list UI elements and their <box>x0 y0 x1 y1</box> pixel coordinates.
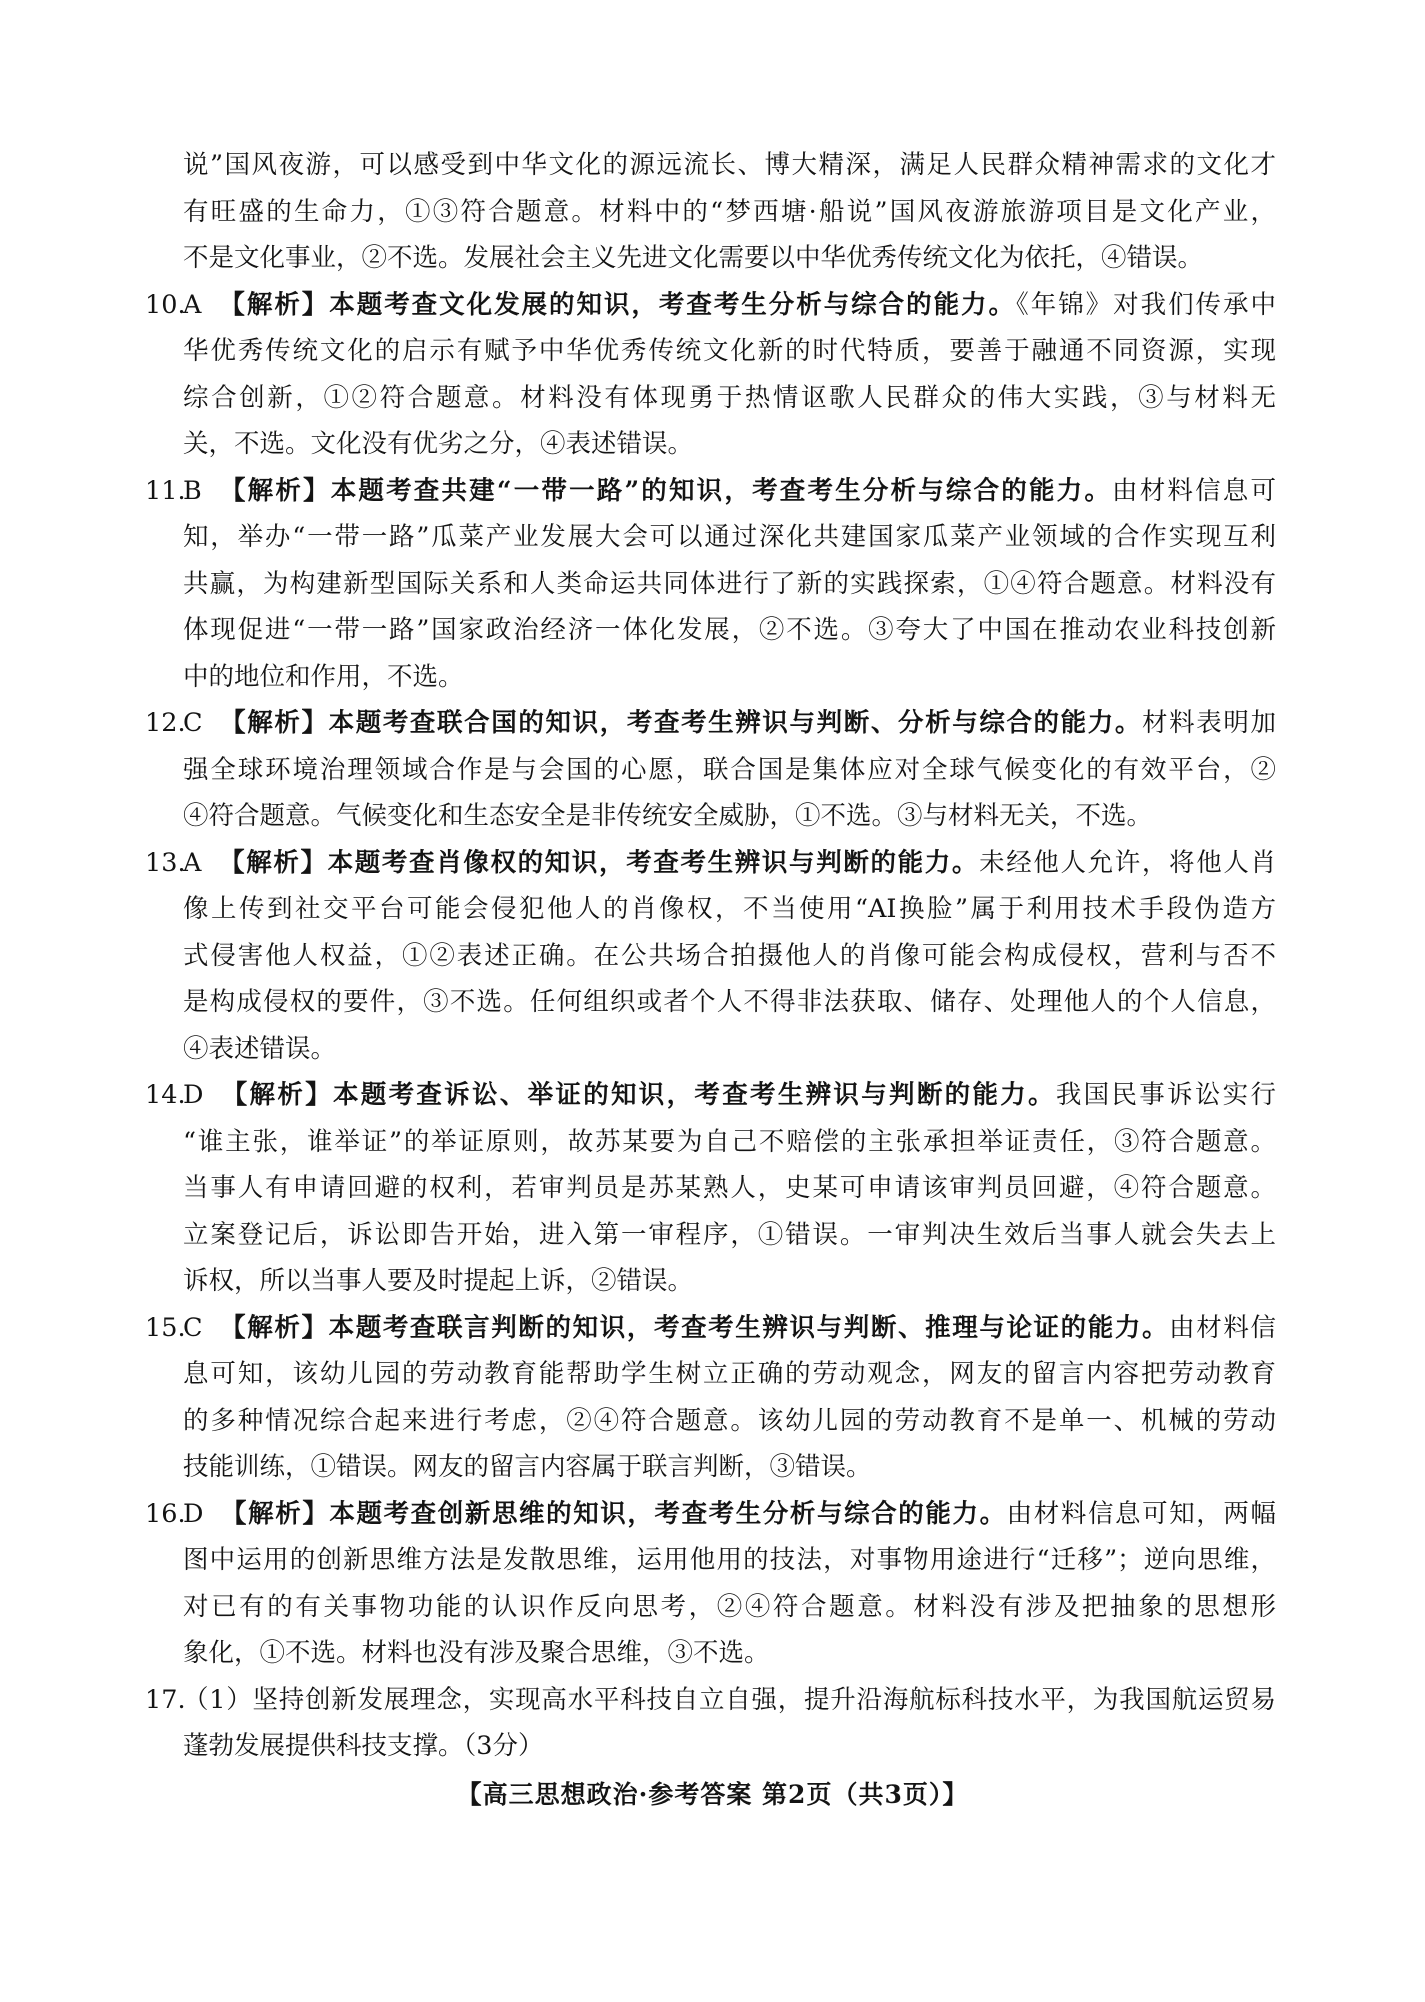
item-16-line: 象化，①不选。材料也没有涉及聚合思维，③不选。 <box>183 1638 770 1668</box>
analysis-text: 《年锦》对我们传承中 <box>1016 289 1276 320</box>
item-14-line: 诉权，所以当事人要及时提起上诉，②错误。 <box>183 1266 694 1296</box>
item-10-line: 关，不选。文化没有优劣之分，④表述错误。 <box>183 429 694 459</box>
item-14-line: “谁主张，谁举证”的举证原则，故苏某要为自己不赔偿的主张承担举证责任，③符合题意。 <box>183 1126 1276 1157</box>
item-number: 10. <box>145 289 186 320</box>
item-number: 11. <box>145 475 186 506</box>
item-14-line: 当事人有申请回避的权利，若审判员是苏某熟人，史某可申请该审判员回避，④符合题意。 <box>183 1173 1276 1203</box>
item-14-line: 立案登记后，诉讼即告开始，进入第一审程序，①错误。一审判决生效后当事人就会失去上 <box>183 1219 1276 1250</box>
item-11-first-line <box>145 468 1276 515</box>
answer-document <box>145 142 1276 1770</box>
item-10-line: 综合创新，①②符合题意。材料没有体现勇于热情讴歌人民群众的伟大实践，③与材料无 <box>183 382 1276 413</box>
intro-line: 不是文化事业，②不选。发展社会主义先进文化需要以中华优秀传统文化为依托，④错误。 <box>183 243 1204 273</box>
item-17-first-line: 17. （1）坚持创新发展理念，实现高水平科技自立自强，提升沿海航标科技水平，为我国航运贸易 <box>145 1677 1276 1724</box>
item-13-first-line <box>145 840 1276 887</box>
analysis-text: 未经他人允许，将他人肖 <box>979 847 1276 878</box>
item-number: 17. <box>145 1684 186 1715</box>
item-11-line: 体现促进“一带一路”国家政治经济一体化发展，②不选。③夸大了中国在推动农业科技创新 <box>183 615 1276 645</box>
analysis-heading: 【解析】本题考查创新思维的知识，考查考生分析与综合的能力。 <box>219 1498 1007 1529</box>
intro-line: 说”国风夜游，可以感受到中华文化的源远流长、博大精深，满足人民群众精神需求的文化才 <box>183 150 1276 180</box>
item-15-first-line <box>145 1305 1276 1352</box>
item-11-line: 知，举办“一带一路”瓜菜产业发展大会可以通过深化共建国家瓜菜产业领域的合作实现互利 <box>183 522 1276 552</box>
item-number: 16. <box>145 1498 186 1529</box>
analysis-text: 材料表明加 <box>1142 708 1276 738</box>
item-15-line: 技能训练，①错误。网友的留言内容属于联言判断，③错误。 <box>183 1452 872 1482</box>
analysis-text: 由材料信 <box>1169 1312 1276 1343</box>
item-15-line: 的多种情况综合起来进行考虑，②④符合题意。该幼儿园的劳动教育不是单一、机械的劳动 <box>183 1405 1276 1436</box>
item-13-line: 是构成侵权的要件，③不选。任何组织或者个人不得非法获取、储存、处理他人的个人信息， <box>183 987 1276 1017</box>
item-number: 13. <box>145 847 186 878</box>
analysis-heading: 【解析】本题考查共建“一带一路”的知识，考查考生分析与综合的能力。 <box>217 475 1113 506</box>
item-15-line: 息可知，该幼儿园的劳动教育能帮助学生树立正确的劳动观念，网友的留言内容把劳动教育 <box>183 1359 1276 1389</box>
analysis-text: 由材料信息可知，两幅 <box>1006 1498 1276 1529</box>
analysis-heading: 【解析】本题考查诉讼、举证的知识，考查考生辨识与判断的能力。 <box>219 1080 1056 1110</box>
item-number: 14. <box>145 1080 186 1110</box>
item-14-first-line <box>145 1072 1276 1119</box>
analysis-heading: 【解析】本题考查文化发展的知识，考查考生分析与综合的能力。 <box>217 289 1016 320</box>
answer-letter: A <box>183 289 202 320</box>
item-12-line: ④符合题意。气候变化和生态安全是非传统安全威胁，①不选。③与材料无关，不选。 <box>183 801 1153 831</box>
item-16-first-line <box>145 1491 1276 1538</box>
answer-letter: D <box>183 1498 204 1529</box>
answer-letter: C <box>183 1312 203 1343</box>
answer-letter: B <box>183 475 202 506</box>
item-number: 15. <box>145 1312 186 1343</box>
intro-line: 有旺盛的生命力，①③符合题意。材料中的“梦西塘·船说”国风夜游旅游项目是文化产业， <box>183 196 1276 227</box>
page-footer: 【高三思想政治·参考答案 第2页（共3页）】 <box>456 1780 969 1809</box>
item-13-line: 式侵害他人权益，①②表述正确。在公共场合拍摄他人的肖像可能会构成侵权，营利与否不 <box>183 940 1276 971</box>
analysis-text: 我国民事诉讼实行 <box>1055 1080 1276 1110</box>
analysis-heading: 【解析】本题考查联合国的知识，考查考生辨识与判断、分析与综合的能力。 <box>218 708 1143 738</box>
answer-letter: A <box>183 847 202 878</box>
item-16-line: 图中运用的创新思维方法是发散思维，运用他用的技法，对事物用途进行“迁移”；逆向思维， <box>183 1545 1276 1575</box>
item-10-line: 华优秀传统文化的启示有赋予中华优秀传统文化新的时代特质，要善于融通不同资源，实现 <box>183 336 1276 366</box>
item-16-line: 对已有的有关事物功能的认识作反向思考，②④符合题意。材料没有涉及把抽象的思想形 <box>183 1591 1276 1622</box>
answer-letter: D <box>183 1080 204 1110</box>
item-12-first-line <box>145 700 1276 747</box>
item-12-line: 强全球环境治理领域合作是与会国的心愿，联合国是集体应对全球气候变化的有效平台，② <box>183 754 1276 785</box>
item-13-line: 像上传到社交平台可能会侵犯他人的肖像权，不当使用“AI换脸”属于利用技术手段伪造方 <box>183 894 1276 924</box>
item-17-line: 蓬勃发展提供科技支撑。（3分） <box>183 1731 544 1761</box>
analysis-heading: 【解析】本题考查联言判断的知识，考查考生辨识与判断、推理与论证的能力。 <box>218 1312 1170 1343</box>
item-13-line: ④表述错误。 <box>183 1033 337 1064</box>
item-11-line: 共赢，为构建新型国际关系和人类命运共同体进行了新的实践探索，①④符合题意。材料没有 <box>183 568 1276 599</box>
item-11-line: 中的地位和作用，不选。 <box>183 661 464 692</box>
analysis-text: 由材料信息可 <box>1112 475 1276 506</box>
item-10-first-line <box>145 282 1276 329</box>
item-number: 12. <box>145 708 186 738</box>
analysis-heading: 【解析】本题考查肖像权的知识，考查考生辨识与判断的能力。 <box>217 847 980 878</box>
answer-letter: C <box>183 708 203 738</box>
